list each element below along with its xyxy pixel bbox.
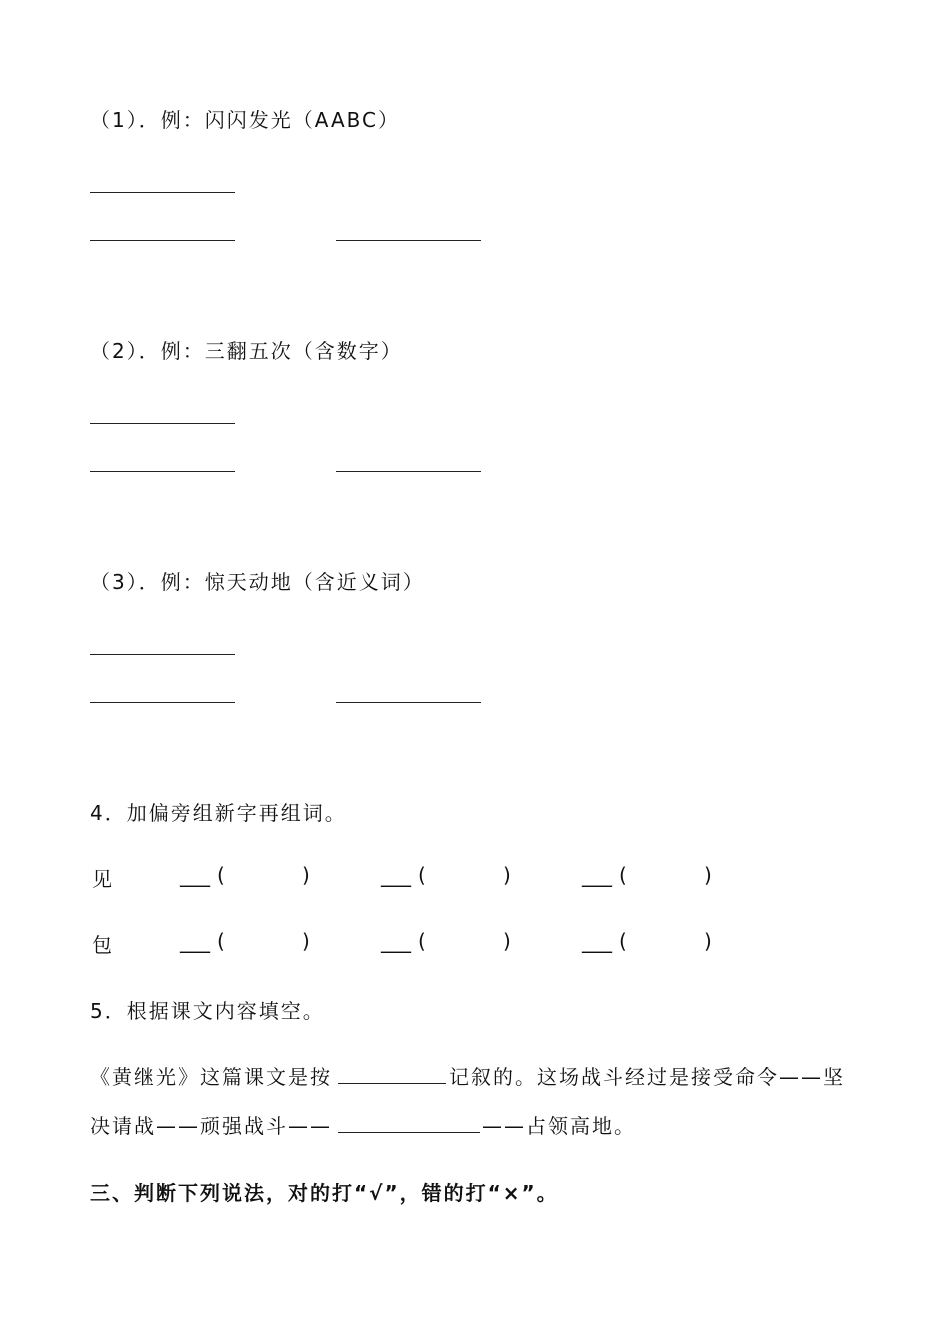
question-4-title: 4．加偏旁组新字再组词。 [90,801,347,825]
new-char-blank[interactable]: ___ [582,863,612,887]
question-3-label: （3）．例：惊天动地（含近义词） [90,570,425,594]
q5-text-part: 决请战——顽强战斗—— [90,1114,332,1138]
word-open-paren: ( [418,929,426,953]
q5-text-part: 记叙的。这场战斗经过是接受命令——坚 [449,1065,845,1089]
question-5-title: 5．根据课文内容填空。 [90,999,325,1023]
word-close-paren: ) [503,863,511,887]
q5-text-part: 《黄继光》这篇课文是按 [90,1065,332,1089]
section-3-title: 三、判断下列说法，对的打“√”，错的打“×”。 [90,1181,559,1205]
fill-blank-step[interactable] [338,1132,480,1133]
answer-line[interactable] [336,702,481,703]
word-open-paren: ( [418,863,426,887]
answer-line[interactable] [90,192,235,193]
new-char-blank[interactable]: ___ [381,929,411,953]
question-1-label: （1）．例：闪闪发光（AABC） [90,108,400,132]
base-character: 包 [92,933,112,957]
answer-line[interactable] [90,240,235,241]
answer-line[interactable] [90,423,235,424]
question-2-label: （2）．例：三翻五次（含数字） [90,339,403,363]
word-open-paren: ( [217,863,225,887]
word-close-paren: ) [503,929,511,953]
new-char-blank[interactable]: ___ [582,929,612,953]
answer-line[interactable] [336,240,481,241]
answer-line[interactable] [90,654,235,655]
base-character: 见 [92,867,112,891]
new-char-blank[interactable]: ___ [381,863,411,887]
word-close-paren: ) [302,929,310,953]
new-char-blank[interactable]: ___ [180,863,210,887]
new-char-blank[interactable]: ___ [180,929,210,953]
answer-line[interactable] [336,471,481,472]
word-open-paren: ( [619,929,627,953]
q5-text-part: ——占领高地。 [482,1114,636,1138]
word-open-paren: ( [619,863,627,887]
fill-blank-order[interactable] [338,1083,446,1084]
answer-line[interactable] [90,702,235,703]
answer-line[interactable] [90,471,235,472]
word-open-paren: ( [217,929,225,953]
word-close-paren: ) [704,863,712,887]
word-close-paren: ) [302,863,310,887]
word-close-paren: ) [704,929,712,953]
